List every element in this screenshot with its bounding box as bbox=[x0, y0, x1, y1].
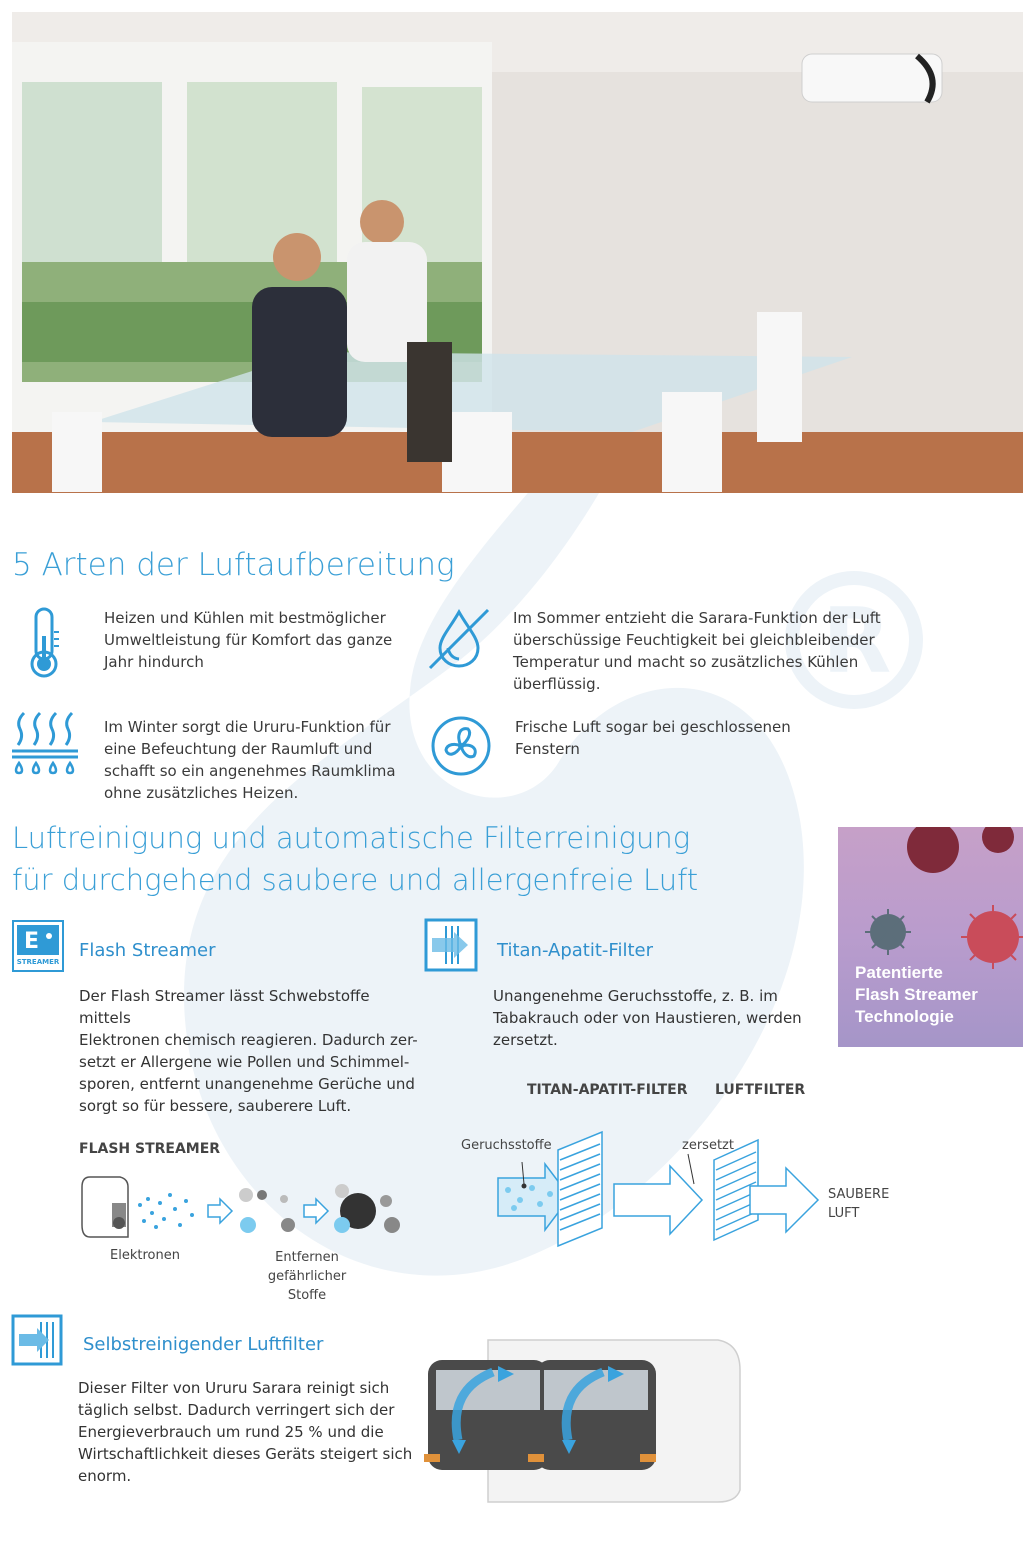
virus-image bbox=[838, 827, 1023, 1047]
filter-diagram-clean-air-label: SAUBERE LUFT bbox=[828, 1187, 890, 1221]
filter-flow-diagram bbox=[490, 1100, 825, 1255]
titan-filter-title: Titan-Apatit-Filter bbox=[497, 940, 653, 961]
svg-text:E: E bbox=[24, 929, 40, 954]
titan-filter-icon bbox=[424, 918, 478, 972]
filter-diagram-odor-label: Geruchsstoffe bbox=[461, 1138, 552, 1153]
section-title-air-treatment: 5 Arten der Luftaufbereitung bbox=[12, 547, 455, 583]
feature-sarara-text: Im Sommer entzieht die Sarara-Funktion der Luft überschüssige Feuchtigkeit bei gleichbleibender Temperatur und macht so zusätzliches Kühlen überflüssig. bbox=[513, 609, 881, 693]
svg-text:R: R bbox=[822, 589, 892, 694]
flash-diagram-electrons-label: Elektronen bbox=[110, 1248, 180, 1263]
filter-diagram-titan-heading: TITAN-APATIT-FILTER bbox=[527, 1082, 688, 1098]
flash-streamer-title: Flash Streamer bbox=[79, 940, 216, 961]
feature-fresh-air-text: Frische Luft sogar bei geschlossenen Fenstern bbox=[515, 718, 791, 758]
ac-unit-cutaway-image bbox=[418, 1330, 743, 1505]
virus-caption: Patentierte Flash Streamer Technologie bbox=[855, 963, 978, 1026]
streamer-badge-icon bbox=[12, 920, 64, 972]
flash-diagram-remove-label: Entfernen gefährlicher Stoffe bbox=[267, 1250, 347, 1303]
filter-diagram-luft-heading: LUFTFILTER bbox=[715, 1082, 806, 1098]
flash-diagram-heading: FLASH STREAMER bbox=[79, 1141, 221, 1157]
titan-filter-text: Unangenehme Geruchsstoffe, z. B. im Tabakrauch oder von Haustieren, werden zersetzt. bbox=[493, 987, 802, 1049]
flash-streamer-text: Der Flash Streamer lässt Schwebstoffe mittels Elektronen chemisch reagieren. Dadurch zer- setzt er Allergene wie Pollen und Schimmel- sporen, entfernt unangenehme Gerüche und sorgt so für bessere, sauberere Luft. bbox=[79, 987, 418, 1115]
feature-ururu-text: Im Winter sorgt die Ururu-Funktion für eine Befeuchtung der Raumluft und schafft so ein angenehmes Raumklima ohne zusätzliches Heizen. bbox=[104, 718, 396, 802]
feature-heating-cooling-text: Heizen und Kühlen mit bestmöglicher Umweltleistung für Komfort das ganze Jahr hindurch bbox=[104, 609, 393, 671]
streamer-badge-label: STREAMER bbox=[16, 958, 60, 966]
hero-photo bbox=[12, 12, 1023, 493]
filter-diagram-decomposed-label: zersetzt bbox=[682, 1138, 734, 1153]
self-cleaning-filter-icon bbox=[11, 1314, 63, 1366]
thermometer-icon bbox=[24, 606, 64, 680]
flash-streamer-diagram bbox=[80, 1165, 410, 1250]
fan-icon bbox=[430, 715, 492, 777]
dehumidify-drop-icon bbox=[426, 606, 492, 670]
section-title-purification: Luftreinigung und automatische Filterreinigung für durchgehend saubere und allergenfreie Luft bbox=[12, 821, 699, 897]
humidify-icon bbox=[10, 709, 80, 777]
self-cleaning-filter-text: Dieser Filter von Ururu Sarara reinigt sich täglich selbst. Dadurch verringert sich der Energieverbrauch um rund 25 % und die Wirtschaftlichkeit dieses Geräts steigert sich enorm. bbox=[78, 1379, 413, 1485]
self-cleaning-filter-title: Selbstreinigender Luftfilter bbox=[83, 1334, 324, 1355]
